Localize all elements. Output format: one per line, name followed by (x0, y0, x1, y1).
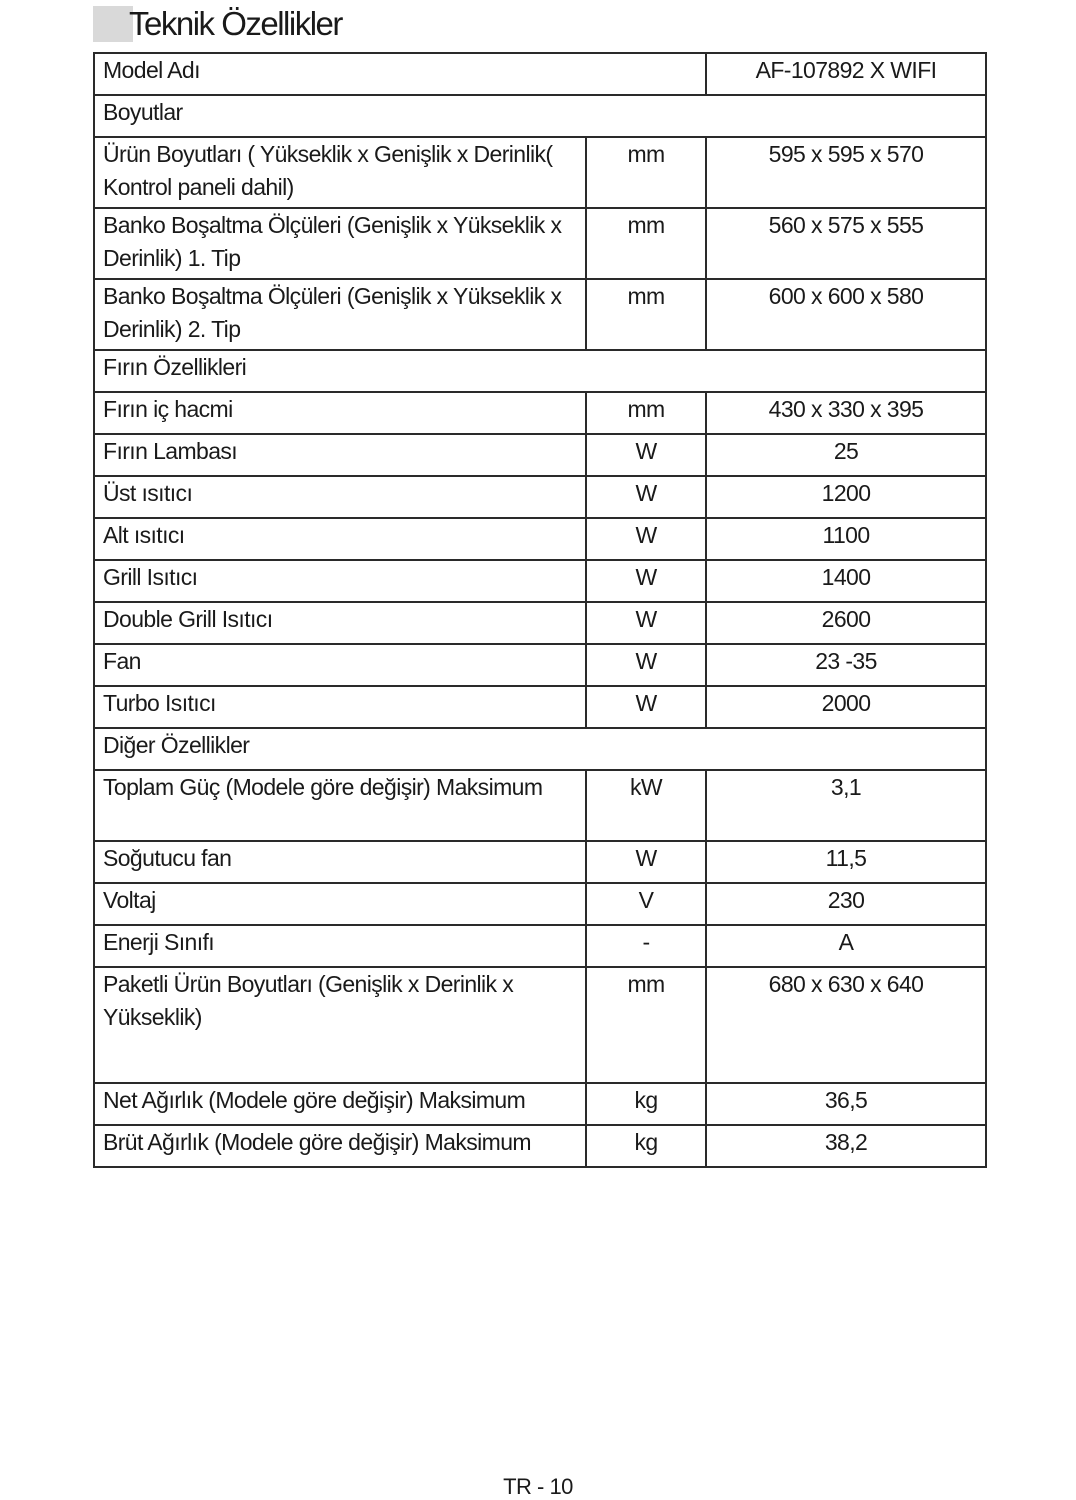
spec-unit: mm (586, 392, 706, 434)
spec-label: Ürün Boyutları ( Yükseklik x Genişlik x Derinlik( Kontrol paneli dahil) (94, 137, 586, 208)
spec-unit: kW (586, 770, 706, 841)
spec-label: Voltaj (94, 883, 586, 925)
spec-unit: mm (586, 967, 706, 1083)
spec-row (94, 208, 986, 279)
spec-unit: W (586, 644, 706, 686)
spec-value: 1200 (706, 476, 986, 518)
spec-label: Fırın iç hacmi (94, 392, 586, 434)
spec-label: Fan (94, 644, 586, 686)
section-heading-row (94, 95, 986, 137)
section-heading: Fırın Özellikleri (94, 350, 986, 392)
spec-value: 11,5 (706, 841, 986, 883)
title-marker (93, 6, 133, 42)
spec-table-body (94, 53, 986, 1167)
spec-label: Paketli Ürün Boyutları (Genişlik x Derinlik x Yükseklik) (94, 967, 586, 1083)
spec-label: Fırın Lambası (94, 434, 586, 476)
model-label: Model Adı (94, 53, 706, 95)
spec-unit: W (586, 434, 706, 476)
spec-label: Double Grill Isıtıcı (94, 602, 586, 644)
spec-row (94, 434, 986, 476)
spec-row (94, 883, 986, 925)
spec-row (94, 518, 986, 560)
spec-value: 595 x 595 x 570 (706, 137, 986, 208)
spec-label: Üst ısıtıcı (94, 476, 586, 518)
spec-value: 680 x 630 x 640 (706, 967, 986, 1083)
spec-unit: W (586, 560, 706, 602)
spec-row (94, 476, 986, 518)
spec-unit: mm (586, 208, 706, 279)
spec-label: Alt ısıtıcı (94, 518, 586, 560)
spec-label: Banko Boşaltma Ölçüleri (Genişlik x Yükseklik x Derinlik) 1. Tip (94, 208, 586, 279)
spec-row (94, 1125, 986, 1167)
spec-row (94, 967, 986, 1083)
spec-label: Banko Boşaltma Ölçüleri (Genişlik x Yükseklik x Derinlik) 2. Tip (94, 279, 586, 350)
spec-label: Toplam Güç (Modele göre değişir) Maksimum (94, 770, 586, 841)
spec-unit: kg (586, 1083, 706, 1125)
spec-unit: W (586, 518, 706, 560)
section-heading: Diğer Özellikler (94, 728, 986, 770)
spec-row (94, 770, 986, 841)
spec-value: 3,1 (706, 770, 986, 841)
section-heading-row (94, 728, 986, 770)
spec-value: 230 (706, 883, 986, 925)
spec-value: 2000 (706, 686, 986, 728)
spec-value: 38,2 (706, 1125, 986, 1167)
spec-unit: W (586, 476, 706, 518)
spec-value: 1400 (706, 560, 986, 602)
section-heading-row (94, 350, 986, 392)
spec-row (94, 137, 986, 208)
spec-label: Net Ağırlık (Modele göre değişir) Maksimum (94, 1083, 586, 1125)
model-value: AF-107892 X WIFI (706, 53, 986, 95)
spec-value: 2600 (706, 602, 986, 644)
spec-value: 25 (706, 434, 986, 476)
spec-value: A (706, 925, 986, 967)
spec-value: 560 x 575 x 555 (706, 208, 986, 279)
spec-row (94, 925, 986, 967)
spec-value: 600 x 600 x 580 (706, 279, 986, 350)
spec-table (93, 52, 987, 1168)
spec-row (94, 602, 986, 644)
spec-row (94, 644, 986, 686)
spec-label: Brüt Ağırlık (Modele göre değişir) Maksimum (94, 1125, 586, 1167)
spec-label: Grill Isıtıcı (94, 560, 586, 602)
model-row (94, 53, 986, 95)
spec-unit: W (586, 841, 706, 883)
spec-value: 430 x 330 x 395 (706, 392, 986, 434)
page-number: TR - 10 (503, 1474, 573, 1499)
section-heading: Boyutlar (94, 95, 986, 137)
spec-label: Enerji Sınıfı (94, 925, 586, 967)
spec-unit: V (586, 883, 706, 925)
spec-unit: mm (586, 137, 706, 208)
spec-unit: W (586, 686, 706, 728)
spec-value: 23 -35 (706, 644, 986, 686)
page-title-block (93, 4, 342, 44)
spec-row (94, 392, 986, 434)
spec-row (94, 1083, 986, 1125)
spec-row (94, 841, 986, 883)
spec-value: 36,5 (706, 1083, 986, 1125)
spec-unit: - (586, 925, 706, 967)
spec-label: Turbo Isıtıcı (94, 686, 586, 728)
spec-unit: mm (586, 279, 706, 350)
spec-unit: kg (586, 1125, 706, 1167)
spec-row (94, 279, 986, 350)
spec-label: Soğutucu fan (94, 841, 586, 883)
spec-value: 1100 (706, 518, 986, 560)
spec-row (94, 686, 986, 728)
page-title: Teknik Özellikler (129, 5, 342, 42)
spec-unit: W (586, 602, 706, 644)
spec-row (94, 560, 986, 602)
